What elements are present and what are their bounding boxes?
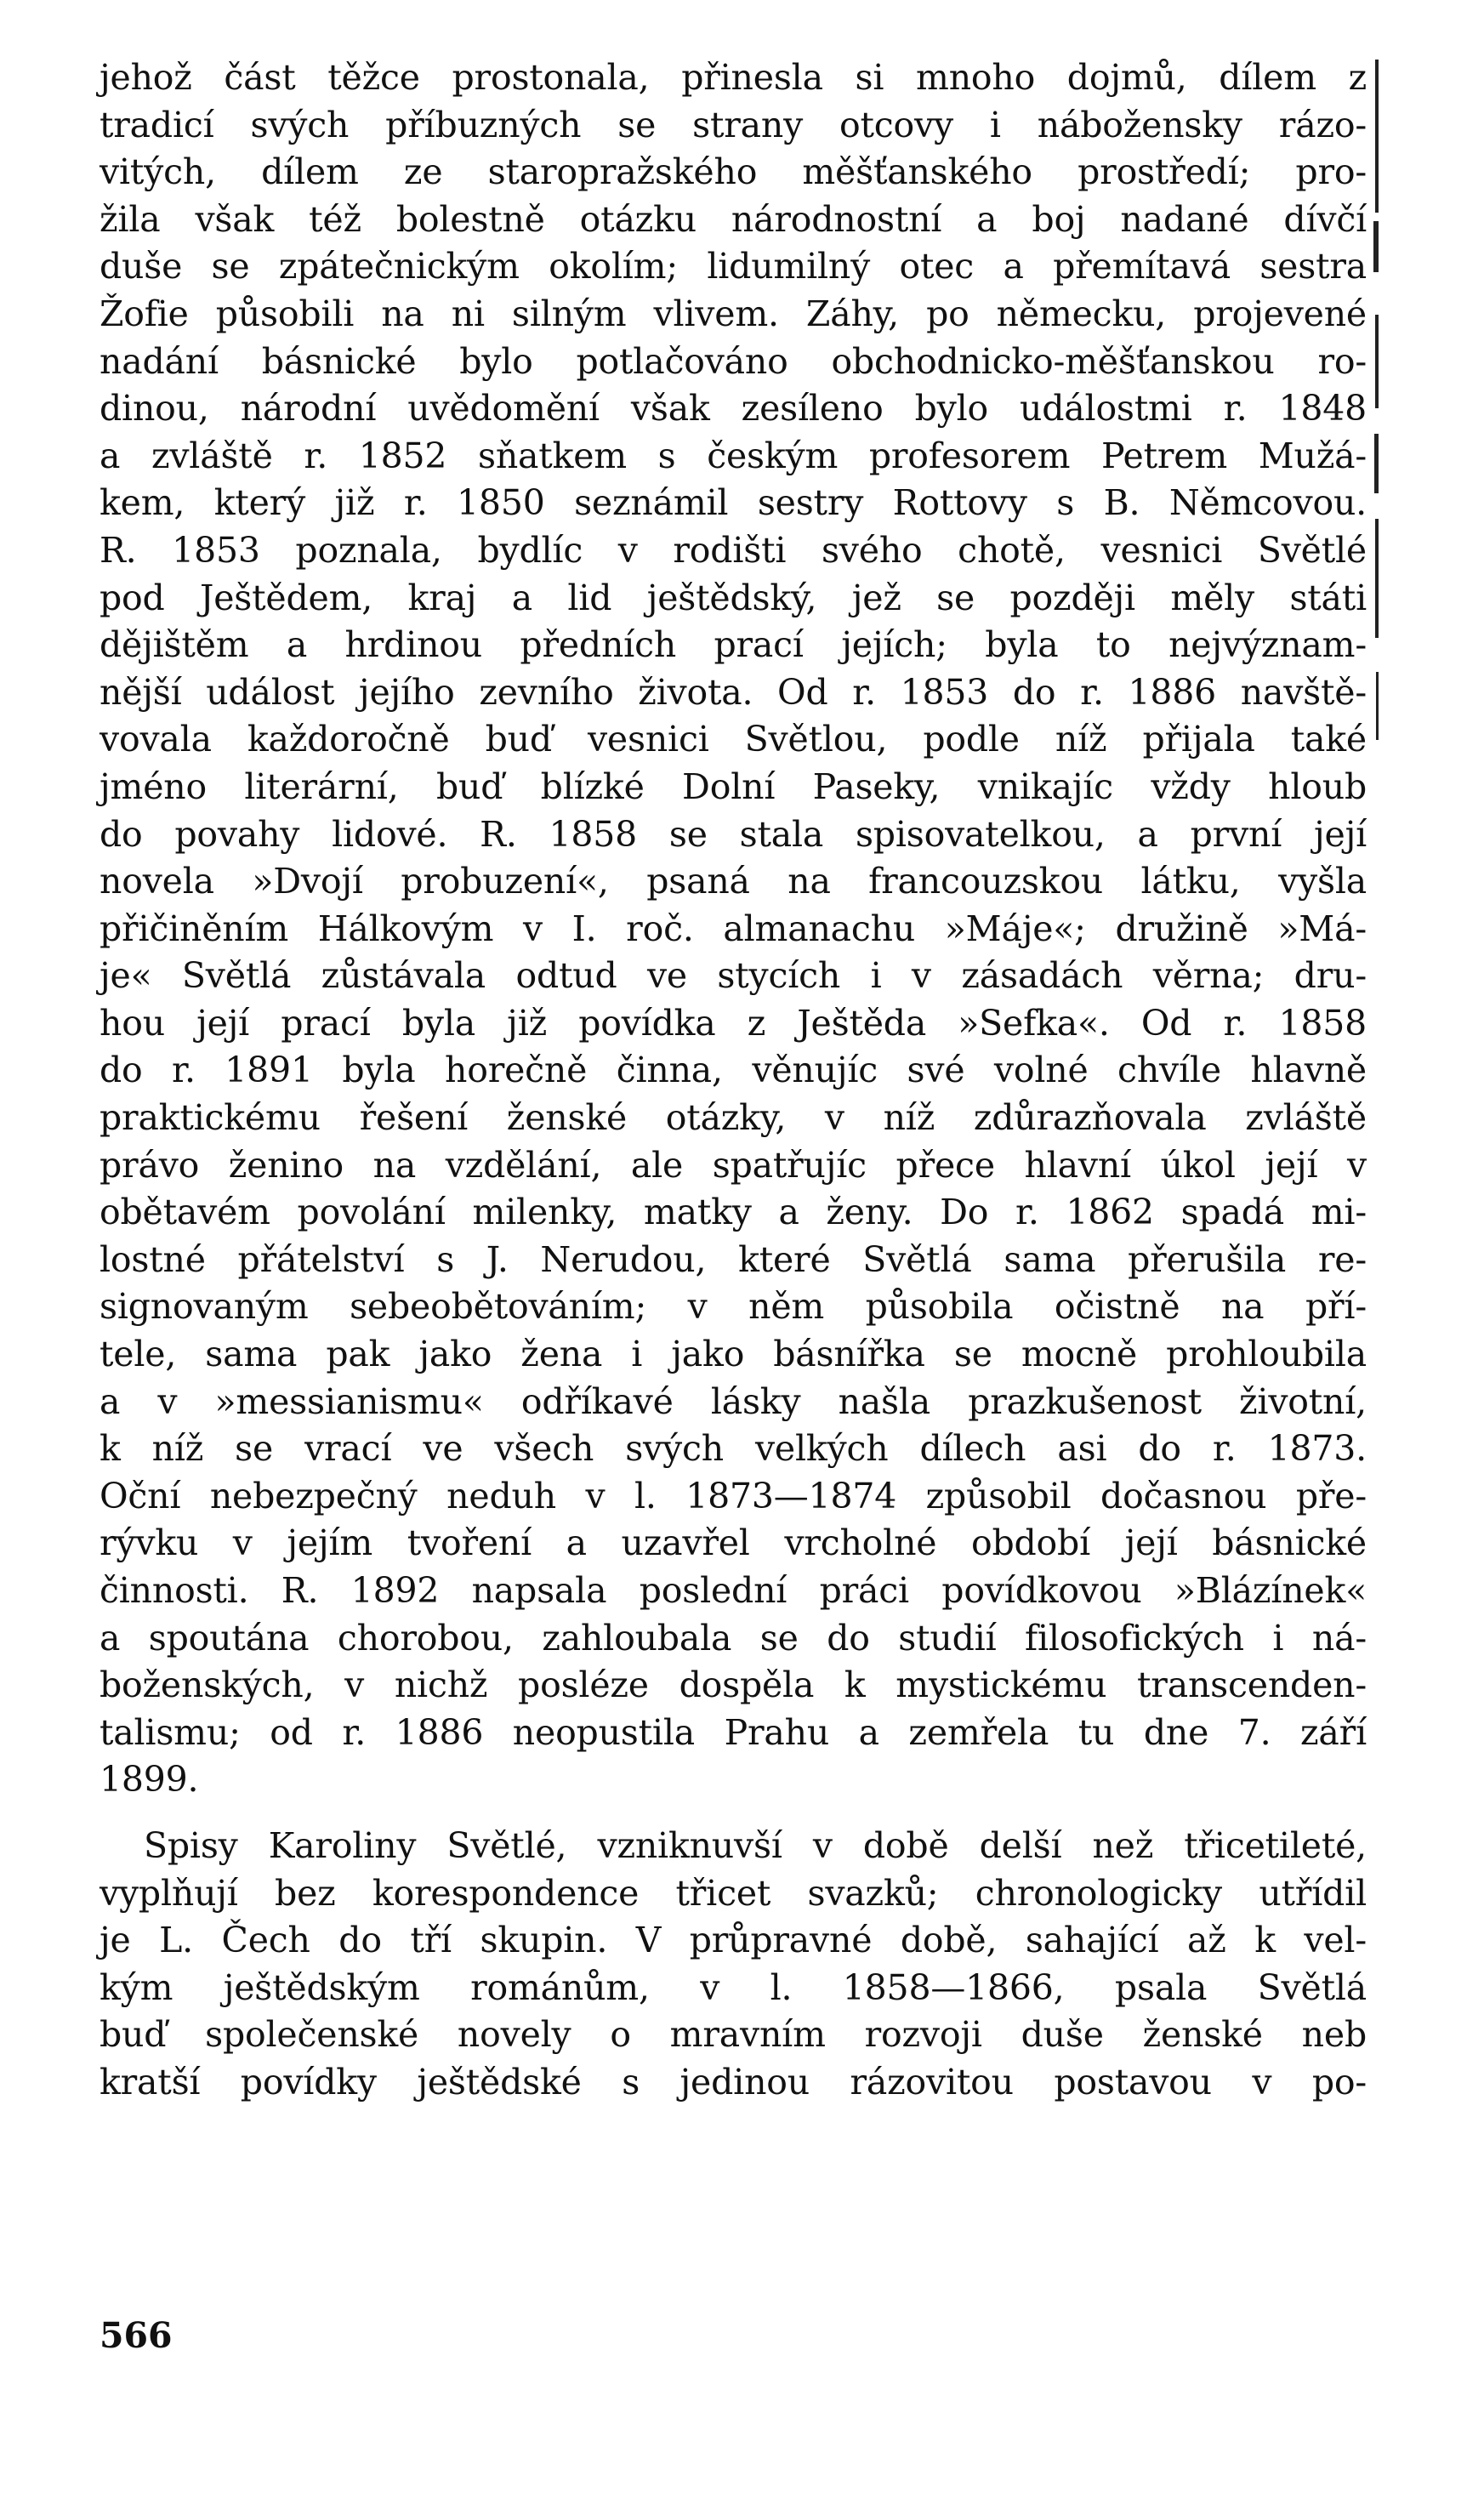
- paragraph-gap: [100, 1804, 1367, 1823]
- text-line: dějištěm a hrdinou předních prací jejích; byla to nejvýznam-: [100, 624, 1367, 666]
- text-line: k níž se vrací ve všech svých velkých dílech asi do r. 1873.: [100, 1428, 1367, 1470]
- text-line: je L. Čech do tří skupin. V průpravné době, sahající až k vel-: [100, 1920, 1367, 1961]
- text-line: do povahy lidové. R. 1858 se stala spisovatelkou, a první její: [100, 813, 1367, 855]
- text-line: Oční nebezpečný neduh v l. 1873—1874 způsobil dočasnou pře-: [100, 1475, 1367, 1516]
- text-line: vitých, dílem ze staropražského měšťanského prostředí; pro-: [100, 151, 1367, 193]
- text-line: vovala každoročně buď vesnici Světlou, podle níž přijala také: [100, 719, 1367, 760]
- text-line: tradicí svých příbuzných se strany otcovy i nábožensky rázo-: [100, 104, 1367, 145]
- text-line: kem, který již r. 1850 seznámil sestry Rottovy s B. Němcovou.: [100, 482, 1367, 524]
- text-line: hou její prací byla již povídka z Ještěda »Sefka«. Od r. 1858: [100, 1002, 1367, 1044]
- text-line: přičiněním Hálkovým v I. roč. almanachu »Máje«; družině »Má-: [100, 908, 1367, 949]
- binding-shadow: [1367, 60, 1379, 1063]
- text-line: nadání básnické bylo potlačováno obchodnicko-měšťanskou ro-: [100, 340, 1367, 382]
- text-line: Spisy Karoliny Světlé, vzniknuvší v době delší než třicetileté,: [144, 1824, 1367, 1866]
- text-line: vyplňují bez korespondence třicet svazků; chronologicky utřídil: [100, 1872, 1367, 1914]
- text-line: talismu; od r. 1886 neopustila Prahu a zemřela tu dne 7. září: [100, 1711, 1367, 1753]
- text-line: pod Ještědem, kraj a lid ještědský, jež se později měly státi: [100, 577, 1367, 618]
- text-line: a spoutána chorobou, zahloubala se do studií filosofických i ná-: [100, 1617, 1367, 1659]
- text-line: lostné přátelství s J. Nerudou, které Světlá sama přerušila re-: [100, 1238, 1367, 1280]
- text-line: nější událost jejího zevního života. Od r. 1853 do r. 1886 navště-: [100, 671, 1367, 713]
- text-line: a v »messianismu« odříkavé lásky našla prazkušenost životní,: [100, 1380, 1367, 1422]
- text-line: signovaným sebeobětováním; v něm působila očistně na pří-: [100, 1286, 1367, 1328]
- text-line: 1899.: [100, 1759, 199, 1801]
- text-line: do r. 1891 byla horečně činna, věnujíc své volné chvíle hlavně: [100, 1050, 1367, 1091]
- text-line: buď společenské novely o mravním rozvoji duše ženské neb: [100, 2014, 1367, 2056]
- text-line: činnosti. R. 1892 napsala poslední práci povídkovou »Blázínek«: [100, 1570, 1367, 1611]
- text-line: jméno literární, buď blízké Dolní Paseky, vnikajíc vždy hloub: [100, 765, 1367, 807]
- text-line: praktickému řešení ženské otázky, v níž zdůrazňovala zvláště: [100, 1097, 1367, 1139]
- text-line: boženských, v nichž posléze dospěla k mystickému transcenden-: [100, 1664, 1367, 1706]
- body-text: [100, 54, 1367, 2107]
- text-line: novela »Dvojí probuzení«, psaná na francouzskou látku, vyšla: [100, 861, 1367, 902]
- text-line: žila však též bolestně otázku národnostní a boj nadané dívčí: [100, 198, 1367, 240]
- text-line: obětavém povolání milenky, matky a ženy. Do r. 1862 spadá mi-: [100, 1192, 1367, 1233]
- text-line: je« Světlá zůstávala odtud ve stycích i v zásadách věrna; dru-: [100, 955, 1367, 997]
- text-line: a zvláště r. 1852 sňatkem s českým profesorem Petrem Mužá-: [100, 435, 1367, 476]
- text-line: duše se zpátečnickým okolím; lidumilný otec a přemítavá sestra: [100, 246, 1367, 287]
- text-line: R. 1853 poznala, bydlíc v rodišti svého chotě, vesnici Světlé: [100, 529, 1367, 571]
- text-line: dinou, národní uvědomění však zesíleno bylo událostmi r. 1848: [100, 388, 1367, 430]
- text-line: kratší povídky ještědské s jedinou rázovitou postavou v po-: [100, 2061, 1367, 2102]
- text-line: Žofie působili na ni silným vlivem. Záhy, po německu, projevené: [100, 293, 1367, 334]
- text-line: tele, sama pak jako žena i jako básnířka se mocně prohloubila: [100, 1334, 1367, 1375]
- text-line: kým ještědským románům, v l. 1858—1866, psala Světlá: [100, 1966, 1367, 2008]
- text-line: rývku v jejím tvoření a uzavřel vrcholné období její básnické: [100, 1522, 1367, 1564]
- text-line: jehož část těžce prostonala, přinesla si mnoho dojmů, dílem z: [100, 57, 1367, 98]
- text-line: právo ženino na vzdělání, ale spatřujíc přece hlavní úkol její v: [100, 1144, 1367, 1186]
- page-number: 566: [100, 2315, 173, 2356]
